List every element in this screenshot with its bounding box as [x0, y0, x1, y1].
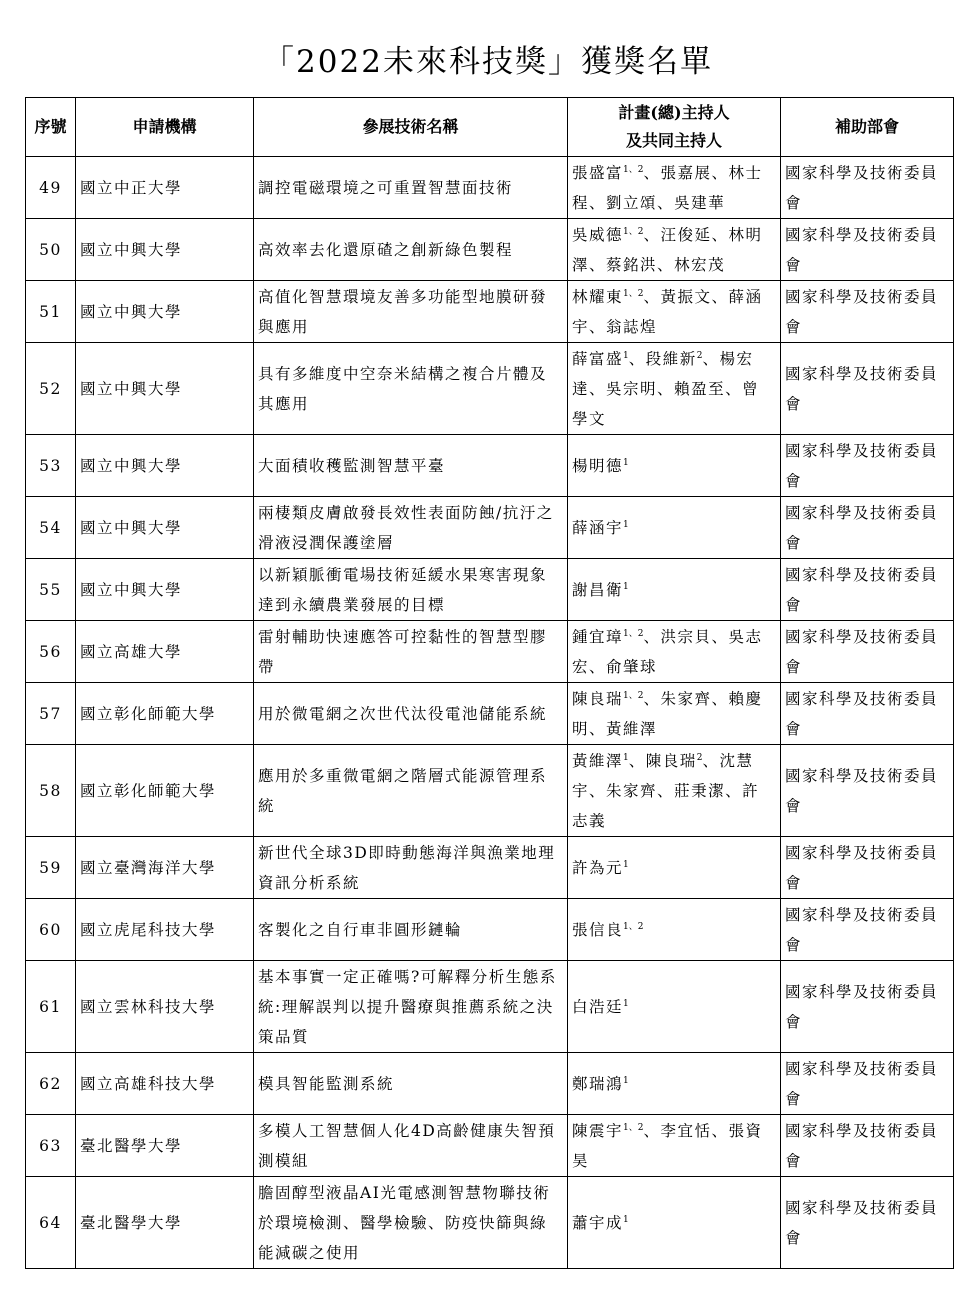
pi-role-marker: 1、2 [623, 628, 644, 639]
table-row [26, 1053, 954, 1115]
row-seq: 55 [26, 559, 76, 621]
pi-name: 曾學文 [572, 379, 760, 428]
pi-role-marker: 1、2 [623, 1122, 644, 1133]
page-title: 「2022未來科技獎」獲獎名單 [263, 44, 713, 80]
row-pis: 黃維澤$^1$、陳良瑞$^2$、沈慧宇、朱家齊、莊秉潔、許志義 [568, 745, 781, 837]
row-seq: 57 [26, 683, 76, 745]
row-org: 國立中興大學 [76, 559, 254, 621]
pi-name: 洪宗貝 [660, 627, 712, 646]
table-row [26, 621, 954, 683]
row-seq: 50 [26, 219, 76, 281]
pi-name: 林明澤 [572, 225, 763, 274]
row-seq: 53 [26, 435, 76, 497]
table-row [26, 497, 954, 559]
pi-role-marker: 1、2 [623, 164, 644, 175]
row-tech: 兩棲類皮膚啟發長效性表面防蝕/抗汙之滑液浸潤保護塗層 [254, 497, 568, 559]
pi-role-marker: 1、2 [623, 690, 644, 701]
row-agency: 國家科學及技術委員會 [781, 961, 954, 1053]
row-org: 國立中興大學 [76, 219, 254, 281]
pi-name: 劉立頌 [606, 193, 658, 212]
row-org: 國立中興大學 [76, 343, 254, 435]
row-agency: 國家科學及技術委員會 [781, 621, 954, 683]
row-agency: 國家科學及技術委員會 [781, 745, 954, 837]
pi-role-marker: 1、2 [623, 921, 644, 932]
pi-name: 賴盈至 [674, 379, 726, 398]
pi-name: 楊明德 [572, 456, 624, 475]
row-seq: 63 [26, 1115, 76, 1177]
pi-name: 楊宏達 [572, 349, 754, 398]
pi-role-marker: 1 [623, 859, 629, 870]
row-agency: 國家科學及技術委員會 [781, 497, 954, 559]
header-seq: 序號 [26, 98, 76, 157]
pi-name: 蕭宇成 [572, 1213, 624, 1232]
row-tech: 用於微電網之次世代汰役電池儲能系統 [254, 683, 568, 745]
row-agency: 國家科學及技術委員會 [781, 899, 954, 961]
pi-name: 汪俊延 [660, 225, 712, 244]
row-tech: 高效率去化還原碴之創新綠色製程 [254, 219, 568, 281]
table-body [26, 157, 954, 1269]
pi-name: 林宏茂 [674, 255, 726, 274]
row-pis [568, 1177, 781, 1269]
table-row [26, 559, 954, 621]
pi-role-marker: 1 [623, 581, 629, 592]
pi-name: 鍾宜璋 [572, 627, 624, 646]
pi-name: 謝昌衛 [572, 580, 624, 599]
row-seq: 64 [26, 1177, 76, 1269]
pi-name: 張盛富 [572, 163, 624, 182]
pi-role-marker: 1 [623, 350, 629, 361]
row-tech: 應用於多重微電網之階層式能源管理系統 [254, 745, 568, 837]
row-pis [568, 837, 781, 899]
row-agency: 國家科學及技術委員會 [781, 435, 954, 497]
pi-name: 吳志宏 [572, 627, 763, 676]
pi-name: 陳良瑞 [572, 689, 624, 708]
pi-name: 蔡銘洪 [606, 255, 658, 274]
row-seq: 59 [26, 837, 76, 899]
pi-name: 鄭瑞鴻 [572, 1074, 624, 1093]
table-row [26, 1177, 954, 1269]
pi-name: 李宜恬 [660, 1121, 712, 1140]
row-org: 國立中興大學 [76, 497, 254, 559]
row-tech: 新世代全球3D即時動態海洋與漁業地理資訊分析系統 [254, 837, 568, 899]
pi-name: 林耀東 [572, 287, 624, 306]
row-pis: 吳威德$^{1、2}$、汪俊延、林明澤、蔡銘洪、林宏茂 [568, 219, 781, 281]
row-org: 國立彰化師範大學 [76, 683, 254, 745]
pi-role-marker: 1 [623, 519, 629, 530]
table-row [26, 157, 954, 219]
pi-name: 陳良瑞 [645, 751, 697, 770]
pi-name: 沈慧宇 [572, 751, 754, 800]
row-tech: 具有多維度中空奈米結構之複合片體及其應用 [254, 343, 568, 435]
row-seq: 60 [26, 899, 76, 961]
row-agency: 國家科學及技術委員會 [781, 343, 954, 435]
pi-name: 薛涵宇 [572, 518, 624, 537]
pi-role-marker: 1 [623, 752, 629, 763]
row-org: 國立高雄科技大學 [76, 1053, 254, 1115]
row-tech: 膽固醇型液晶AI光電感測智慧物聯技術於環境檢測、醫學檢驗、防疫快篩與綠能減碳之使用 [254, 1177, 568, 1269]
row-pis [568, 435, 781, 497]
row-tech: 大面積收穫監測智慧平臺 [254, 435, 568, 497]
row-seq: 54 [26, 497, 76, 559]
header-row [26, 98, 954, 157]
row-pis: 鍾宜璋$^{1、2}$、洪宗貝、吳志宏、俞肇球 [568, 621, 781, 683]
header-pi-line2: 及共同主持人 [625, 131, 722, 150]
header-tech: 參展技術名稱 [254, 98, 568, 157]
header-org: 申請機構 [76, 98, 254, 157]
pi-name: 許志義 [572, 781, 760, 830]
pi-name: 朱家齊 [660, 689, 712, 708]
pi-name: 張資昊 [572, 1121, 763, 1170]
pi-name: 林士程 [572, 163, 763, 212]
pi-name: 薛涵宇 [572, 287, 763, 336]
row-tech: 雷射輔助快速應答可控黏性的智慧型膠帶 [254, 621, 568, 683]
header-pi-line1: 計畫(總)主持人 [618, 103, 730, 122]
table-row [26, 899, 954, 961]
row-agency: 國家科學及技術委員會 [781, 1115, 954, 1177]
table-row [26, 683, 954, 745]
award-table [25, 97, 954, 1269]
pi-name: 吳宗明 [606, 379, 658, 398]
pi-role-marker: 1、2 [623, 288, 644, 299]
pi-role-marker: 1、2 [623, 226, 644, 237]
row-agency: 國家科學及技術委員會 [781, 281, 954, 343]
pi-name: 白浩廷 [572, 997, 624, 1016]
pi-name: 吳建華 [674, 193, 726, 212]
row-seq: 49 [26, 157, 76, 219]
pi-name: 賴慶明 [572, 689, 763, 738]
row-tech: 基本事實一定正確嗎?可解釋分析生態系統:理解誤判以提升醫療與推薦系統之決策品質 [254, 961, 568, 1053]
row-pis [568, 899, 781, 961]
row-seq: 51 [26, 281, 76, 343]
row-seq: 52 [26, 343, 76, 435]
table-row [26, 837, 954, 899]
row-tech: 高值化智慧環境友善多功能型地膜研發與應用 [254, 281, 568, 343]
pi-name: 張信良 [572, 920, 624, 939]
pi-role-marker: 1 [623, 1214, 629, 1225]
table-row [26, 281, 954, 343]
row-org: 國立臺灣海洋大學 [76, 837, 254, 899]
pi-name: 陳震宇 [572, 1121, 624, 1140]
row-org: 國立中興大學 [76, 435, 254, 497]
row-pis: 陳震宇$^{1、2}$、李宜恬、張資昊 [568, 1115, 781, 1177]
pi-name: 黃維澤 [606, 719, 658, 738]
row-org: 國立雲林科技大學 [76, 961, 254, 1053]
table-row [26, 961, 954, 1053]
pi-name: 莊秉潔 [674, 781, 726, 800]
row-tech: 調控電磁環境之可重置智慧面技術 [254, 157, 568, 219]
pi-name: 張嘉展 [660, 163, 712, 182]
row-org: 國立高雄大學 [76, 621, 254, 683]
row-seq: 62 [26, 1053, 76, 1115]
row-tech: 多模人工智慧個人化4D高齡健康失智預測模組 [254, 1115, 568, 1177]
header-agency: 補助部會 [781, 98, 954, 157]
pi-name: 許為元 [572, 858, 624, 877]
table-row [26, 1115, 954, 1177]
pi-name: 朱家齊 [606, 781, 658, 800]
row-pis: 薛富盛$^1$、段維新$^2$、楊宏達、吳宗明、賴盈至、曾學文 [568, 343, 781, 435]
row-pis [568, 1053, 781, 1115]
row-pis: 林耀東$^{1、2}$、黃振文、薛涵宇、翁誌煌 [568, 281, 781, 343]
row-org: 國立中興大學 [76, 281, 254, 343]
row-org: 國立彰化師範大學 [76, 745, 254, 837]
pi-role-marker: 1 [623, 457, 629, 468]
row-agency: 國家科學及技術委員會 [781, 837, 954, 899]
row-org: 臺北醫學大學 [76, 1115, 254, 1177]
row-agency: 國家科學及技術委員會 [781, 1177, 954, 1269]
table-row [26, 435, 954, 497]
pi-role-marker: 1 [623, 998, 629, 1009]
row-tech: 以新穎脈衝電場技術延緩水果寒害現象達到永續農業發展的目標 [254, 559, 568, 621]
table-row [26, 745, 954, 837]
pi-role-marker: 2 [696, 350, 703, 361]
row-pis [568, 559, 781, 621]
row-agency: 國家科學及技術委員會 [781, 1053, 954, 1115]
row-pis: 張盛富$^{1、2}$、張嘉展、林士程、劉立頌、吳建華 [568, 157, 781, 219]
row-agency: 國家科學及技術委員會 [781, 157, 954, 219]
row-org: 臺北醫學大學 [76, 1177, 254, 1269]
pi-name: 俞肇球 [606, 657, 658, 676]
row-seq: 58 [26, 745, 76, 837]
row-tech: 客製化之自行車非圓形鏈輪 [254, 899, 568, 961]
pi-name: 吳威德 [572, 225, 624, 244]
table-row [26, 219, 954, 281]
row-agency: 國家科學及技術委員會 [781, 683, 954, 745]
row-org: 國立中正大學 [76, 157, 254, 219]
pi-name: 薛富盛 [572, 349, 624, 368]
pi-name: 翁誌煌 [606, 317, 658, 336]
row-seq: 61 [26, 961, 76, 1053]
pi-name: 段維新 [645, 349, 697, 368]
row-tech: 模具智能監測系統 [254, 1053, 568, 1115]
row-pis [568, 961, 781, 1053]
row-org: 國立虎尾科技大學 [76, 899, 254, 961]
row-seq: 56 [26, 621, 76, 683]
pi-name: 黃振文 [660, 287, 712, 306]
header-pi [568, 98, 781, 157]
row-pis [568, 497, 781, 559]
pi-role-marker: 2 [696, 752, 703, 763]
row-pis: 陳良瑞$^{1、2}$、朱家齊、賴慶明、黃維澤 [568, 683, 781, 745]
table-row [26, 343, 954, 435]
row-agency: 國家科學及技術委員會 [781, 219, 954, 281]
pi-name: 黃維澤 [572, 751, 624, 770]
pi-role-marker: 1 [623, 1075, 629, 1086]
row-agency: 國家科學及技術委員會 [781, 559, 954, 621]
